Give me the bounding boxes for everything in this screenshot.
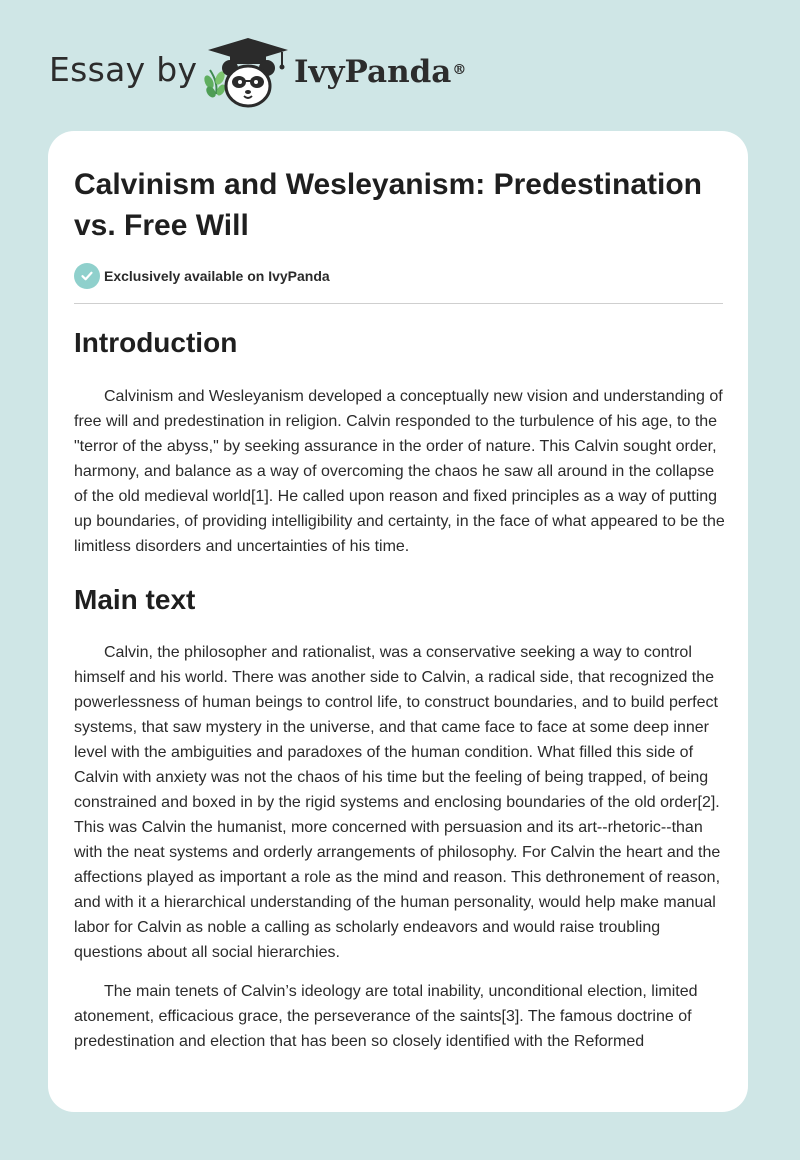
title-divider — [74, 303, 723, 304]
paragraph: Calvin, the philosopher and rationalist, was a conservative seeking a way to control himself and his world. There was another side to Calvin, a radical side, that recognized the powerlessness of human beings to control life, to construct boundaries, and to build perfect systems, that saw mystery in the universe, and that came face to face at some deep inner level with the ambiguities and paradoxes of the human condition. What filled this side of Calvin with anxiety was not the chaos of his time but the feeling of being trapped, of being constrained and boxed in by the rigid systems and enclosing boundaries of the old order[2]. This was Calvin the humanist, more concerned with persuasion and its art--rhetoric--than with the neat systems and orderly arrangements of philosophy. For Calvin the heart and the affections played as important a role as the mind and reason. This dethronement of reason, and with it a hierarchical understanding of the human personality, would help make manual labor for Calvin as noble a calling as scholarly endeavors and would raise troubling questions about all social hierarchies. — [74, 644, 721, 961]
essay-card — [48, 131, 748, 1112]
essay-body — [74, 323, 726, 1054]
exclusive-badge — [74, 262, 330, 290]
site-header — [0, 0, 800, 130]
check-circle-icon — [74, 263, 100, 289]
section-heading-main-text: Main text — [74, 584, 196, 615]
paragraph: Calvinism and Wesleyanism developed a conceptually new vision and understanding of free will and predestination in religion. Calvin responded to the turbulence of his age, to the "terror of the abyss," by seeking assurance in the order of nature. This Calvin sought order, harmony, and balance as a way of overcoming the chaos he saw all around in the collapse of the old medieval world[1]. He called upon reason and fixed principles as a way of putting up boundaries, of providing intelligibility and certainty, in the face of what appeared to be the limitless disorders and uncertainties of his time. — [74, 388, 725, 555]
essay-title: Calvinism and Wesleyanism: Predestination vs. Free Will — [74, 168, 702, 242]
section-heading-introduction: Introduction — [74, 327, 238, 358]
paragraph: The main tenets of Calvin’s ideology are total inability, unconditional election, limited atonement, efficacious grace, the perseverance of the saints[3]. The famous doctrine of predestination and election that has been so closely identified with the Reformed — [74, 983, 698, 1050]
panda-graduate-logo-icon[interactable] — [200, 36, 292, 110]
brand-name[interactable]: IvyPanda® — [294, 54, 467, 90]
brand-prefix: Essay by — [49, 50, 198, 89]
registered-mark: ® — [452, 62, 467, 78]
badge-text: Exclusively available on IvyPanda — [104, 268, 330, 284]
